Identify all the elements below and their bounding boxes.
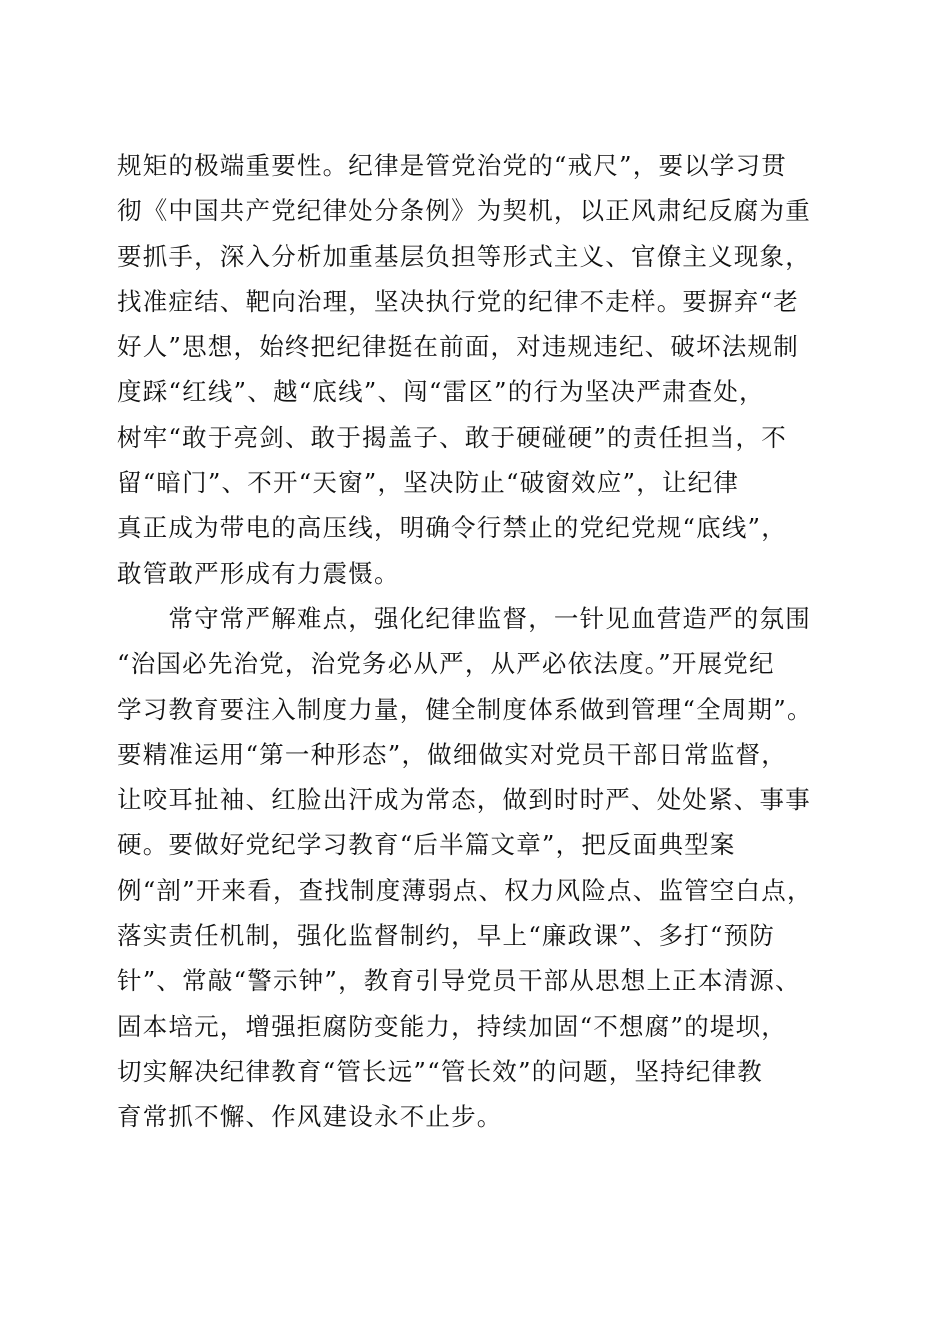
text-line: 要抓手，深入分析加重基层负担等形式主义、官僚主义现象， <box>117 241 811 271</box>
text-line: 针”、常敲“警示钟”，教育引导党员干部从思想上正本清源、 <box>117 966 801 996</box>
text-line: 要精准运用“第一种形态”，做细做实对党员干部日常监督， <box>117 739 787 769</box>
text-line: 树牢“敢于亮剑、敢于揭盖子、敢于硬碰硬”的责任担当，不 <box>117 422 787 452</box>
text-line: 学习教育要注入制度力量，健全制度体系做到管理“全周期”。 <box>117 694 813 724</box>
body-text <box>117 143 837 1140</box>
paragraph-2 <box>117 596 837 1140</box>
text-line: 切实解决纪律教育“管长远”“管长效”的问题，坚持纪律教 <box>117 1056 763 1086</box>
text-line: 落实责任机制，强化监督制约，早上“廉政课”、多打“预防 <box>117 921 775 951</box>
text-line: 留“暗门”、不开“天窗”，坚决防止“破窗效应”，让纪律 <box>117 468 740 498</box>
paragraph-1 <box>117 143 837 596</box>
text-line: 真正成为带电的高压线，明确令行禁止的党纪党规“底线”， <box>117 513 787 543</box>
text-line: 敢管敢严形成有力震慑。 <box>117 558 400 588</box>
text-line: 育常抓不懈、作风建设永不止步。 <box>117 1102 503 1132</box>
text-line: 让咬耳扯袖、红脸出汗成为常态，做到时时严、处处紧、事事 <box>117 785 811 815</box>
text-line: 规矩的极端重要性。纪律是管党治党的“戒尺”，要以学习贯 <box>117 151 787 180</box>
text-line: “治国必先治党，治党务必从严，从严必依法度。”开展党纪 <box>117 649 775 679</box>
text-line: 固本培元，增强拒腐防变能力，持续加固“不想腐”的堤坝， <box>117 1011 787 1041</box>
text-line: 常守常严解难点，强化纪律监督，一针见血营造严的氛围 <box>117 603 811 633</box>
text-line: 度踩“红线”、越“底线”、闯“雷区”的行为坚决严肃查处， <box>117 377 765 407</box>
text-line: 硬。要做好党纪学习教育“后半篇文章”，把反面典型案 <box>117 830 736 860</box>
text-line: 彻《中国共产党纪律处分条例》为契机，以正风肃纪反腐为重 <box>117 196 811 226</box>
text-line: 例“剖”开来看，查找制度薄弱点、权力风险点、监管空白点， <box>117 875 813 905</box>
text-line: 好人”思想，始终把纪律挺在前面，对违规违纪、破坏法规制 <box>117 332 799 362</box>
text-line: 找准症结、靶向治理，坚决执行党的纪律不走样。要摒弃“老 <box>117 286 799 316</box>
